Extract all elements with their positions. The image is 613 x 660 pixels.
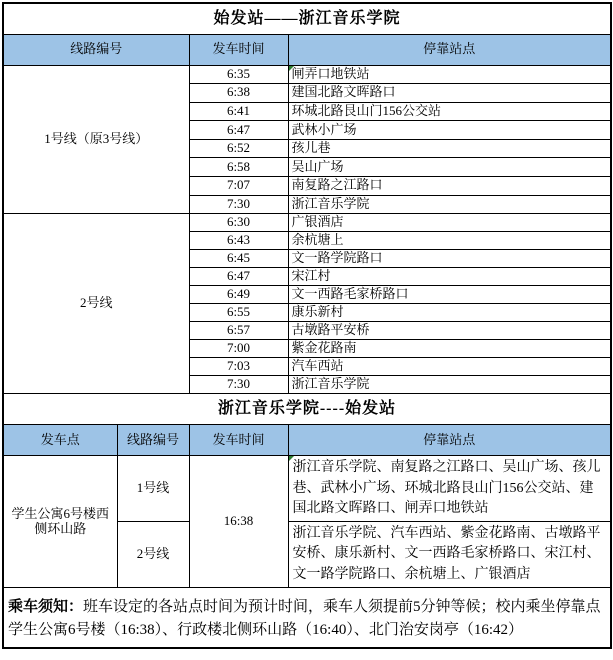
departure-time: 16:38 bbox=[189, 456, 288, 588]
time-cell: 6:52 bbox=[189, 139, 288, 158]
table-row bbox=[3, 65, 611, 84]
section2-header-stops: 停靠站点 bbox=[288, 425, 611, 456]
time-cell: 6:55 bbox=[189, 304, 288, 322]
stop-cell: 孩儿巷 bbox=[288, 139, 611, 158]
stop-cell: 浙江音乐学院 bbox=[288, 376, 611, 394]
stop-cell: 吴山广场 bbox=[288, 158, 611, 177]
line1-name: 1号线（原3号线） bbox=[3, 65, 189, 214]
stop-cell: 紫金花路南 bbox=[288, 340, 611, 358]
time-cell: 6:43 bbox=[189, 232, 288, 250]
section1-header-line: 线路编号 bbox=[3, 34, 189, 65]
time-cell: 6:45 bbox=[189, 250, 288, 268]
stop-cell: 古墩路平安桥 bbox=[288, 322, 611, 340]
stop-cell: 浙江音乐学院 bbox=[288, 195, 611, 214]
time-cell: 6:47 bbox=[189, 268, 288, 286]
departure-point: 学生公寓6号楼西侧环山路 bbox=[3, 456, 117, 588]
stop-cell: 文一路学院路口 bbox=[288, 250, 611, 268]
shuttle-schedule-table bbox=[2, 2, 612, 649]
stop-cell: 康乐新村 bbox=[288, 304, 611, 322]
line1-name: 1号线 bbox=[117, 456, 189, 522]
time-cell: 6:38 bbox=[189, 84, 288, 103]
stop-cell: 余杭塘上 bbox=[288, 232, 611, 250]
stops-cell bbox=[288, 456, 611, 522]
line2-name: 2号线 bbox=[3, 214, 189, 394]
comment-triangle-icon bbox=[289, 66, 294, 71]
shuttle-schedule-page bbox=[0, 2, 613, 660]
comment-triangle-icon bbox=[289, 456, 294, 461]
section1-header-time: 发车时间 bbox=[189, 34, 288, 65]
time-cell: 7:07 bbox=[189, 177, 288, 196]
stop-cell: 环城北路艮山门156公交站 bbox=[288, 102, 611, 121]
time-cell: 7:30 bbox=[189, 376, 288, 394]
stop-cell: 南复路之江路口 bbox=[288, 177, 611, 196]
notice-cell bbox=[3, 588, 611, 648]
time-cell: 6:47 bbox=[189, 121, 288, 140]
section1-title: 始发站——浙江音乐学院 bbox=[3, 3, 611, 34]
notice-text: 班车设定的各站点时间为预计时间，乘车人须提前5分钟等候；校内乘坐停靠点学生公寓6号楼（16:38）、行政楼北侧环山路（16:40）、北门治安岗亭（16:42） bbox=[8, 599, 601, 638]
stop-cell: 文一西路毛家桥路口 bbox=[288, 286, 611, 304]
section2-header-line: 线路编号 bbox=[117, 425, 189, 456]
time-cell: 7:03 bbox=[189, 358, 288, 376]
stop-cell bbox=[288, 65, 611, 84]
time-cell: 6:57 bbox=[189, 322, 288, 340]
time-cell: 6:35 bbox=[189, 65, 288, 84]
stops-cell: 浙江音乐学院、汽车西站、紫金花路南、古墩路平安桥、康乐新村、文一西路毛家桥路口、宋江村、文一路学院路口、余杭塘上、广银酒店 bbox=[288, 522, 611, 588]
stop-cell: 建国北路文晖路口 bbox=[288, 84, 611, 103]
time-cell: 7:30 bbox=[189, 195, 288, 214]
time-cell: 6:49 bbox=[189, 286, 288, 304]
time-cell: 6:41 bbox=[189, 102, 288, 121]
notice-label: 乘车须知： bbox=[8, 599, 84, 616]
stop-cell: 武林小广场 bbox=[288, 121, 611, 140]
section2-title: 浙江音乐学院----始发站 bbox=[3, 394, 611, 425]
section1-header-stops: 停靠站点 bbox=[288, 34, 611, 65]
stop-label: 闸弄口地铁站 bbox=[291, 65, 370, 81]
stops-label: 浙江音乐学院、南复路之江路口、吴山广场、孩儿巷、武林小广场、环城北路艮山门156公交站、建国北路文晖路口、闸弄口地铁站 bbox=[292, 460, 601, 516]
line2-name: 2号线 bbox=[117, 522, 189, 588]
stop-cell: 宋江村 bbox=[288, 268, 611, 286]
section2-header-time: 发车时间 bbox=[189, 425, 288, 456]
section2-header-point: 发车点 bbox=[3, 425, 117, 456]
stop-cell: 广银酒店 bbox=[288, 214, 611, 232]
time-cell: 7:00 bbox=[189, 340, 288, 358]
table-row bbox=[3, 214, 611, 232]
table-row bbox=[3, 456, 611, 522]
time-cell: 6:30 bbox=[189, 214, 288, 232]
stop-cell: 汽车西站 bbox=[288, 358, 611, 376]
time-cell: 6:58 bbox=[189, 158, 288, 177]
